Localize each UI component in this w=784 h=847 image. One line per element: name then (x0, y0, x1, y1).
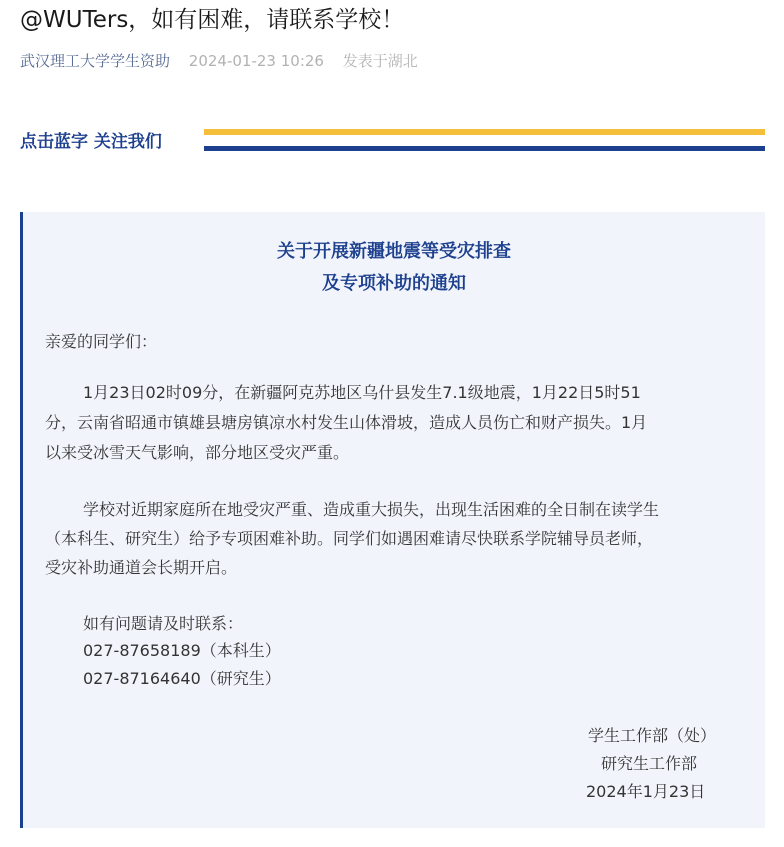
contact-label: 如有问题请及时联系： (83, 614, 244, 633)
contact-graduate-phone: 027-87164640（研究生） (83, 669, 281, 688)
banner-blue-bar (204, 146, 765, 151)
notice-title-line1: 关于开展新疆地震等受灾排查 (277, 241, 511, 262)
paragraph-2-line-1: 学校对近期家庭所在地受灾严重、造成重大损失，出现生活困难的全日制在读学生 (83, 500, 660, 519)
banner-yellow-bar (204, 129, 765, 135)
paragraph-2-line-2: （本科生、研究生）给予专项困难补助。同学们如遇困难请尽快联系学院辅导员老师， (45, 529, 654, 548)
publish-location: 发表于湖北 (342, 52, 418, 70)
article-meta (20, 50, 418, 72)
article-title: @WUTers，如有困难，请联系学校！ (20, 7, 405, 33)
paragraph-1-line-1: 1月23日02时09分，在新疆阿克苏地区乌什县发生7.1级地震，1月22日5时51 (83, 383, 641, 402)
signature-dept-2: 研究生工作部 (601, 754, 698, 773)
signature-dept-1: 学生工作部（处） (588, 726, 717, 745)
follow-banner[interactable] (20, 128, 765, 156)
signature-date: 2024年1月23日 (586, 782, 706, 801)
follow-banner-text[interactable]: 点击蓝字 关注我们 (20, 132, 162, 152)
account-name-link[interactable]: 武汉理工大学学生资助 (20, 52, 171, 70)
paragraph-2-line-3: 受灾补助通道会长期开启。 (45, 558, 238, 577)
publish-time: 2024-01-23 10:26 (188, 52, 324, 70)
contact-undergrad-phone: 027-87658189（本科生） (83, 641, 281, 660)
greeting: 亲爱的同学们： (45, 332, 158, 351)
paragraph-1-line-2: 分，云南省昭通市镇雄县塘房镇凉水村发生山体滑坡，造成人员伤亡和财产损失。1月 (45, 413, 648, 432)
paragraph-1-line-3: 以来受冰雪天气影响，部分地区受灾严重。 (45, 443, 350, 462)
notice-card (20, 212, 765, 828)
notice-title-line2: 及专项补助的通知 (322, 273, 466, 294)
